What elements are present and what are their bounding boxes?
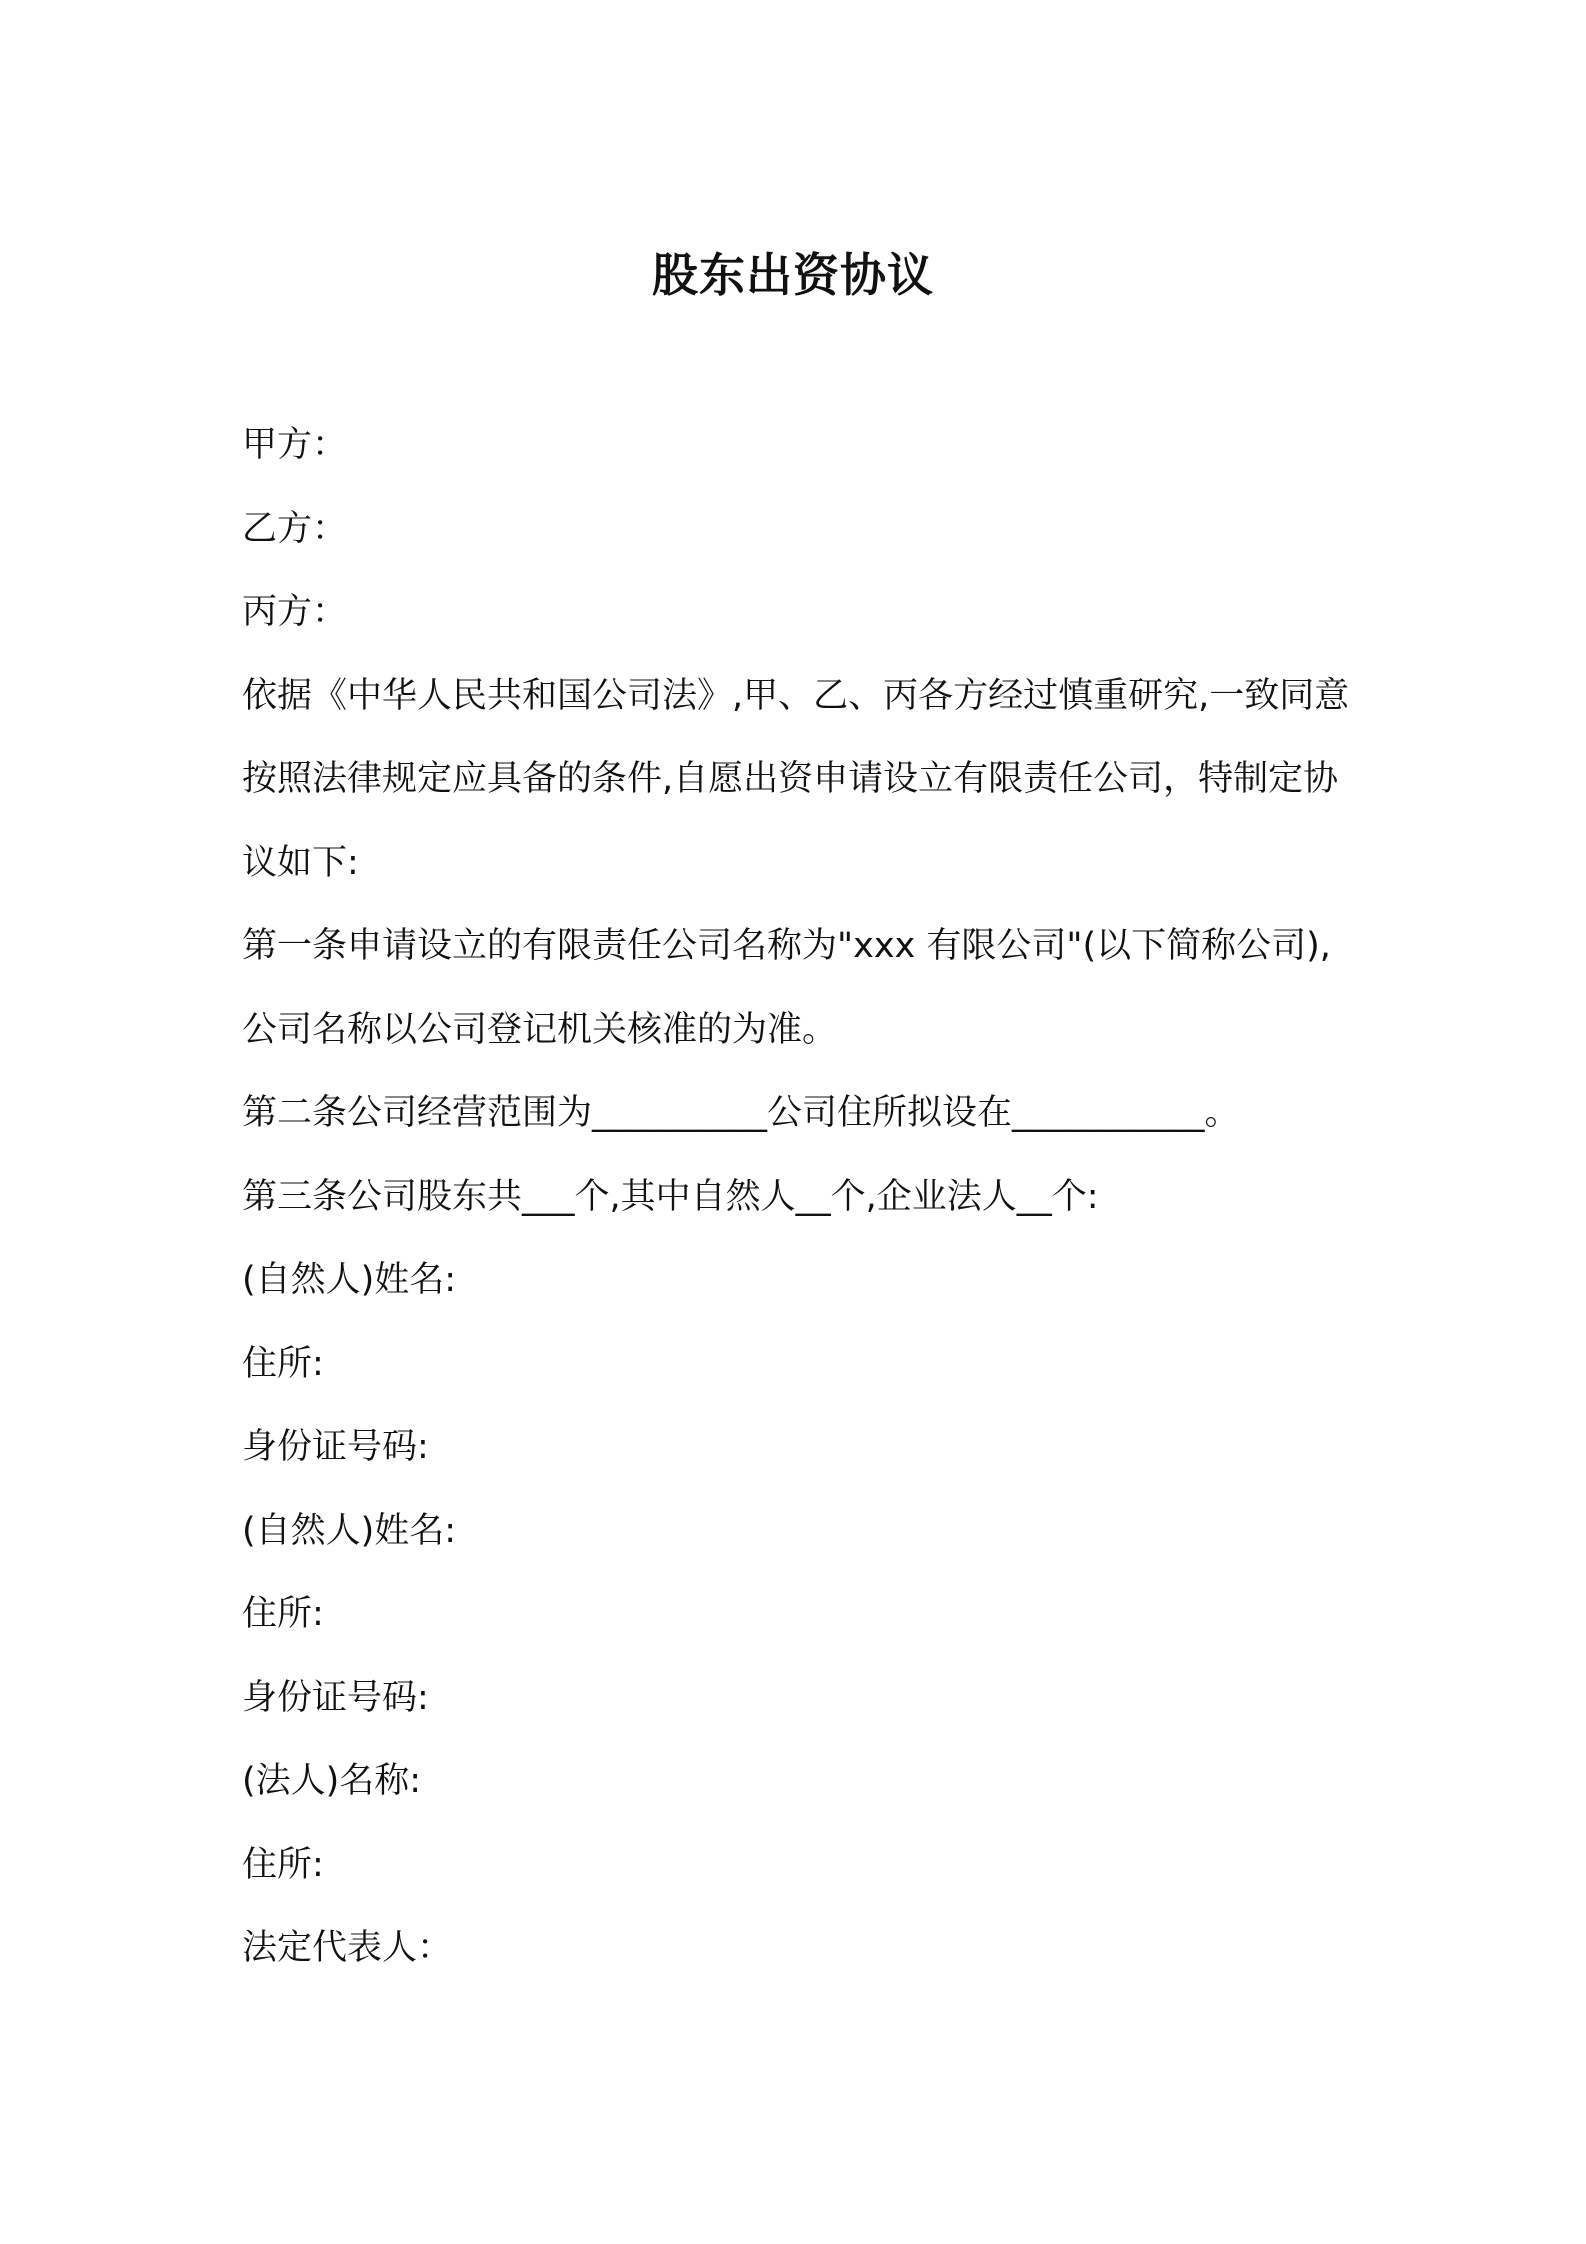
natural-person-name-line: (自然人)姓名: — [242, 1510, 457, 1551]
article-three: 第三条公司股东共___个,其中自然人__个,企业法人__个: — [242, 1176, 1099, 1217]
document-body — [242, 404, 1352, 1991]
preamble-paragraph: 依据《中华人民共和国公司法》,甲、乙、丙各方经过慎重研究,一致同意按照法律规定应具备的条件,自愿出资申请设立有限责任公司，特制定协议如下: — [242, 675, 1350, 883]
id-number-line: 身份证号码: — [242, 1677, 429, 1718]
address-line: 住所: — [242, 1844, 324, 1885]
legal-entity-name-line: (法人)名称: — [242, 1761, 422, 1801]
party-b-line: 乙方： — [242, 508, 348, 549]
party-c-line: 丙方： — [242, 592, 348, 632]
party-a-line: 甲方： — [242, 425, 348, 465]
id-number-line: 身份证号码: — [242, 1427, 429, 1467]
document-title: 股东出资协议 — [652, 247, 934, 302]
legal-representative-line: 法定代表人： — [242, 1928, 453, 1968]
article-two: 第二条公司经营范围为__________公司住所拟设在___________。 — [242, 1093, 1240, 1133]
address-line: 住所: — [242, 1343, 324, 1384]
natural-person-name-line: (自然人)姓名: — [242, 1260, 457, 1300]
address-line: 住所: — [242, 1594, 324, 1634]
article-one: 第一条申请设立的有限责任公司名称为"xxx 有限公司"(以下简称公司),公司名称以公司登记机关核准的为准。 — [242, 926, 1331, 1050]
